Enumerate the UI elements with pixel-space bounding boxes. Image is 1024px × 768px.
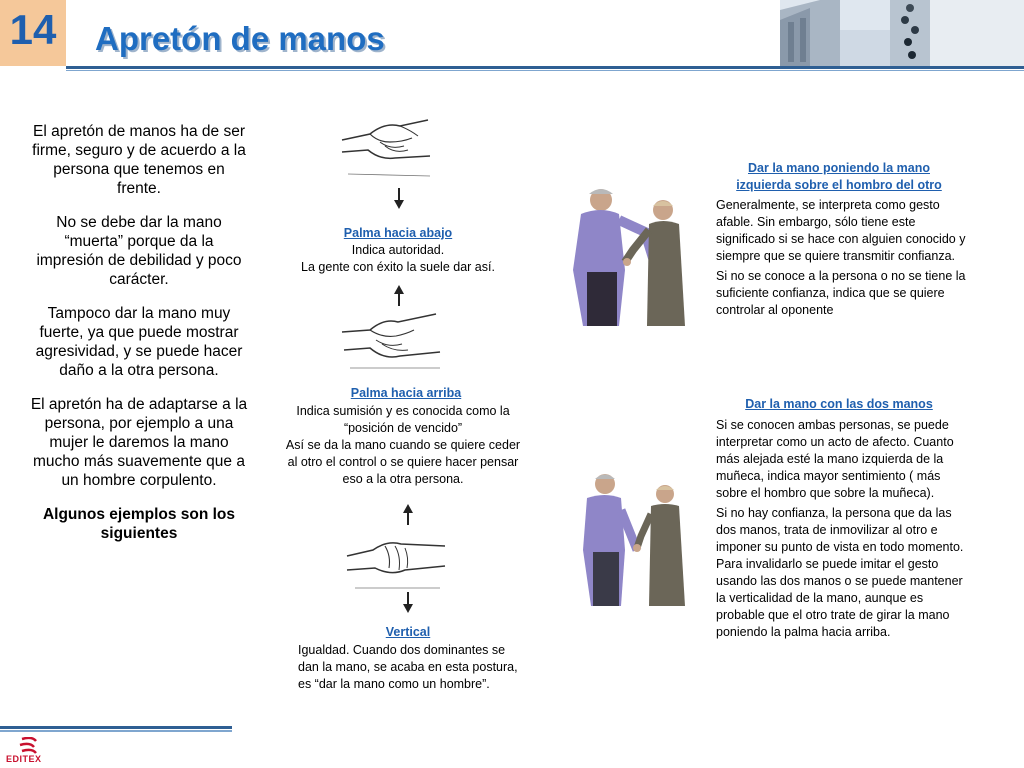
palm-up-text [284, 403, 522, 488]
examples-heading: Algunos ejemplos son los siguientes [42, 506, 236, 542]
page-title: Apretón de manos [95, 20, 385, 57]
arrow-down-icon [401, 592, 415, 614]
intro-paragraph-3: Tampoco dar la mano muy fuerte, ya que puede mostrar agresividad, y se puede hacer daño a la otra persona. [35, 305, 243, 379]
palm-up-text-2: Así se da la mano cuando se quiere ceder al otro el control o se quiere hacer pensar eso a la otra persona. [285, 438, 521, 486]
footer-divider [0, 726, 232, 729]
two-hands-handshake-photo [575, 470, 690, 610]
shoulder-title-line-2: izquierda sobre el hombro del otro [736, 178, 942, 192]
intro-paragraph-2: No se debe dar la mano “muerta” porque da la impresión de debilidad y poco carácter. [36, 214, 242, 288]
arrow-down-icon [392, 188, 406, 210]
palm-down-title: Palma hacia abajo [343, 226, 453, 240]
header-photo [780, 0, 1024, 66]
two-hands-paragraph-2: Si no hay confianza, la persona que da las dos manos, trata de inmovilizar al otro e imponer su punto de vista en todo momento. Para invalidarlo se puede imitar el gesto usando las dos manos o se puede mantener la verticalidad de la mano, aunque es probable que el otro trate de girar la mano poniendo la palma hacia arriba. [716, 506, 964, 639]
page-header [0, 0, 1024, 68]
shoulder-title-line-1: Dar la mano poniendo la mano [748, 161, 930, 175]
palm-down-line-1: Indica autoridad. [351, 243, 445, 257]
two-hands-text [716, 417, 966, 644]
shoulder-paragraph-1: Generalmente, se interpreta como gesto afable. Sin embargo, sólo tiene este significado si se hace con alguien conocido y siempre que se quiere transmitir confianza. [716, 198, 966, 263]
intro-paragraph-1: El apretón de manos ha de ser firme, seguro y de acuerdo a la persona que tenemos en frente. [32, 123, 246, 197]
palm-down-text [268, 242, 528, 276]
chapter-badge [0, 0, 66, 66]
editex-logo-text: EDITEX [6, 754, 42, 764]
two-hands-paragraph-1: Si se conocen ambas personas, se puede interpretar como un acto de afecto. Cuanto más alejada esté la mano izquierda de la muñeca, indica mayor sentimiento ( más sobre el hombro que sobre la muñeca). [716, 418, 954, 500]
shoulder-text [716, 197, 966, 322]
palm-down-line-2: La gente con éxito la suele dar así. [301, 260, 495, 274]
palm-down-handshake-illustration [340, 112, 440, 187]
footer-divider-thin [0, 730, 232, 732]
two-hands-title [712, 396, 966, 413]
shoulder-handshake-photo [563, 180, 695, 330]
shoulder-paragraph-2: Si no se conoce a la persona o no se tiene la suficiente confianza, indica que se quiere controlar al oponente [716, 269, 966, 317]
vertical-handshake-illustration [345, 526, 450, 591]
vertical-text: Igualdad. Cuando dos dominantes se dan la mano, se acaba en esta postura, es “dar la mano como un hombre”. [298, 643, 518, 691]
palm-up-handshake-illustration [340, 310, 450, 375]
intro-column [30, 122, 248, 558]
palm-up-text-1: Indica sumisión y es conocida como la “posición de vencido” [296, 404, 510, 435]
header-divider [66, 66, 1024, 69]
vertical-title: Vertical [385, 625, 431, 639]
chapter-number: 14 [9, 6, 57, 53]
palm-up-title: Palma hacia arriba [350, 386, 462, 400]
intro-paragraph-4: El apretón ha de adaptarse a la persona, por ejemplo a una mujer le daremos la mano mucho más suavemente que a un hombre corpulento. [30, 396, 248, 489]
shoulder-title [712, 160, 966, 194]
arrow-up-icon [392, 284, 406, 306]
two-hands-title-text: Dar la mano con las dos manos [745, 397, 933, 411]
header-divider-thin [66, 70, 1024, 71]
arrow-up-icon [401, 503, 415, 525]
